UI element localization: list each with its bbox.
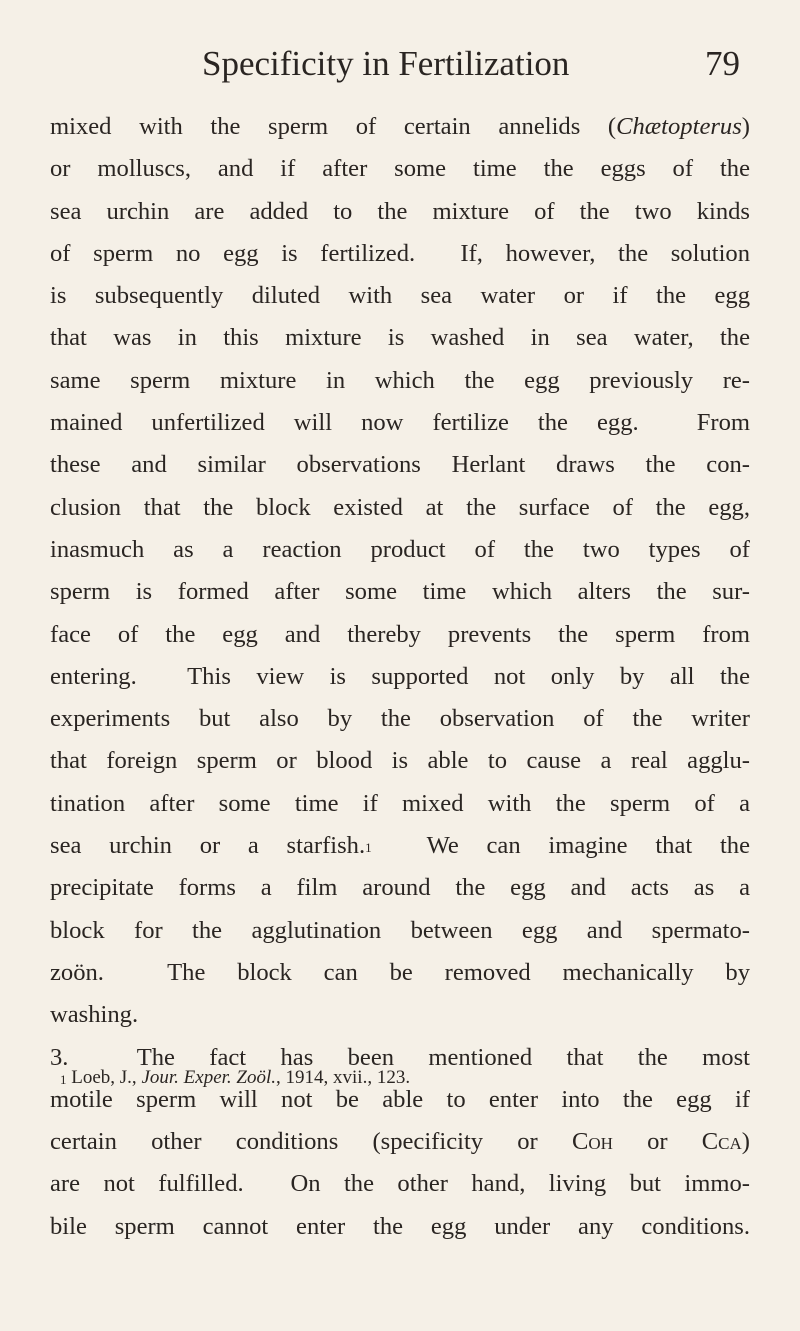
text-line: zoön. The block can be removed mechanically by — [50, 958, 750, 986]
text-line: is subsequently diluted with sea water or if the egg — [50, 282, 750, 310]
text-line: experiments but also by the observation of the writer — [50, 705, 750, 733]
footnote: $^1$ Loeb, J., Jour. Exper. Zoöl., 1914, xvii., 123. — [60, 1067, 411, 1088]
text-line: same sperm mixture in which the egg previously re- — [50, 366, 750, 394]
text-line: precipitate forms a film around the egg and acts as a — [50, 874, 750, 902]
text-line: mixed with the sperm of certain annelids (Chætopterus) — [50, 113, 750, 140]
text-line: tination after some time if mixed with the sperm of a — [50, 789, 750, 817]
running-header — [202, 44, 740, 94]
footnote-reference: 1 — [365, 840, 372, 856]
text-line: inasmuch as a reaction product of the two types of — [50, 535, 750, 563]
text-line: face of the egg and thereby prevents the sperm from — [50, 620, 750, 648]
text-line: certain other conditions (specificity or Coh or Cca) — [50, 1128, 750, 1156]
journal-title: Jour. Exper. Zoöl. — [141, 1067, 277, 1088]
text-line: that was in this mixture is washed in sea water, the — [50, 324, 750, 352]
footnote-marker: 1 — [60, 1072, 67, 1087]
running-title: Specificity in Fertilization — [202, 44, 570, 83]
text-line: sea urchin are added to the mixture of the two kinds — [50, 197, 750, 225]
page-number: 79 — [705, 44, 740, 83]
text-line: motile sperm will not be able to enter into the egg if — [50, 1085, 750, 1113]
text-line: sea urchin or a starfish.$^1$ We can imagine that the — [50, 832, 750, 860]
text-line: bile sperm cannot enter the egg under any conditions. — [50, 1212, 750, 1240]
text-line: these and similar observations Herlant draws the con- — [50, 451, 750, 479]
text-line: sperm is formed after some time which alters the sur- — [50, 578, 750, 606]
text-line: 3. The fact has been mentioned that the most — [50, 1043, 750, 1071]
text-line: washing. — [50, 1001, 139, 1029]
text-line: or molluscs, and if after some time the eggs of the — [50, 155, 750, 183]
text-line: entering. This view is supported not only by all the — [50, 662, 750, 690]
text-line: of sperm no egg is fertilized. If, however, the solution — [50, 239, 750, 267]
text-line: that foreign sperm or blood is able to cause a real agglu- — [50, 747, 750, 775]
text-line: block for the agglutination between egg and spermato- — [50, 916, 750, 944]
text-line: are not fulfilled. On the other hand, living but immo- — [50, 1170, 750, 1198]
text-line: mained unfertilized will now fertilize the egg. From — [50, 409, 750, 437]
text-line: clusion that the block existed at the surface of the egg, — [50, 493, 750, 521]
